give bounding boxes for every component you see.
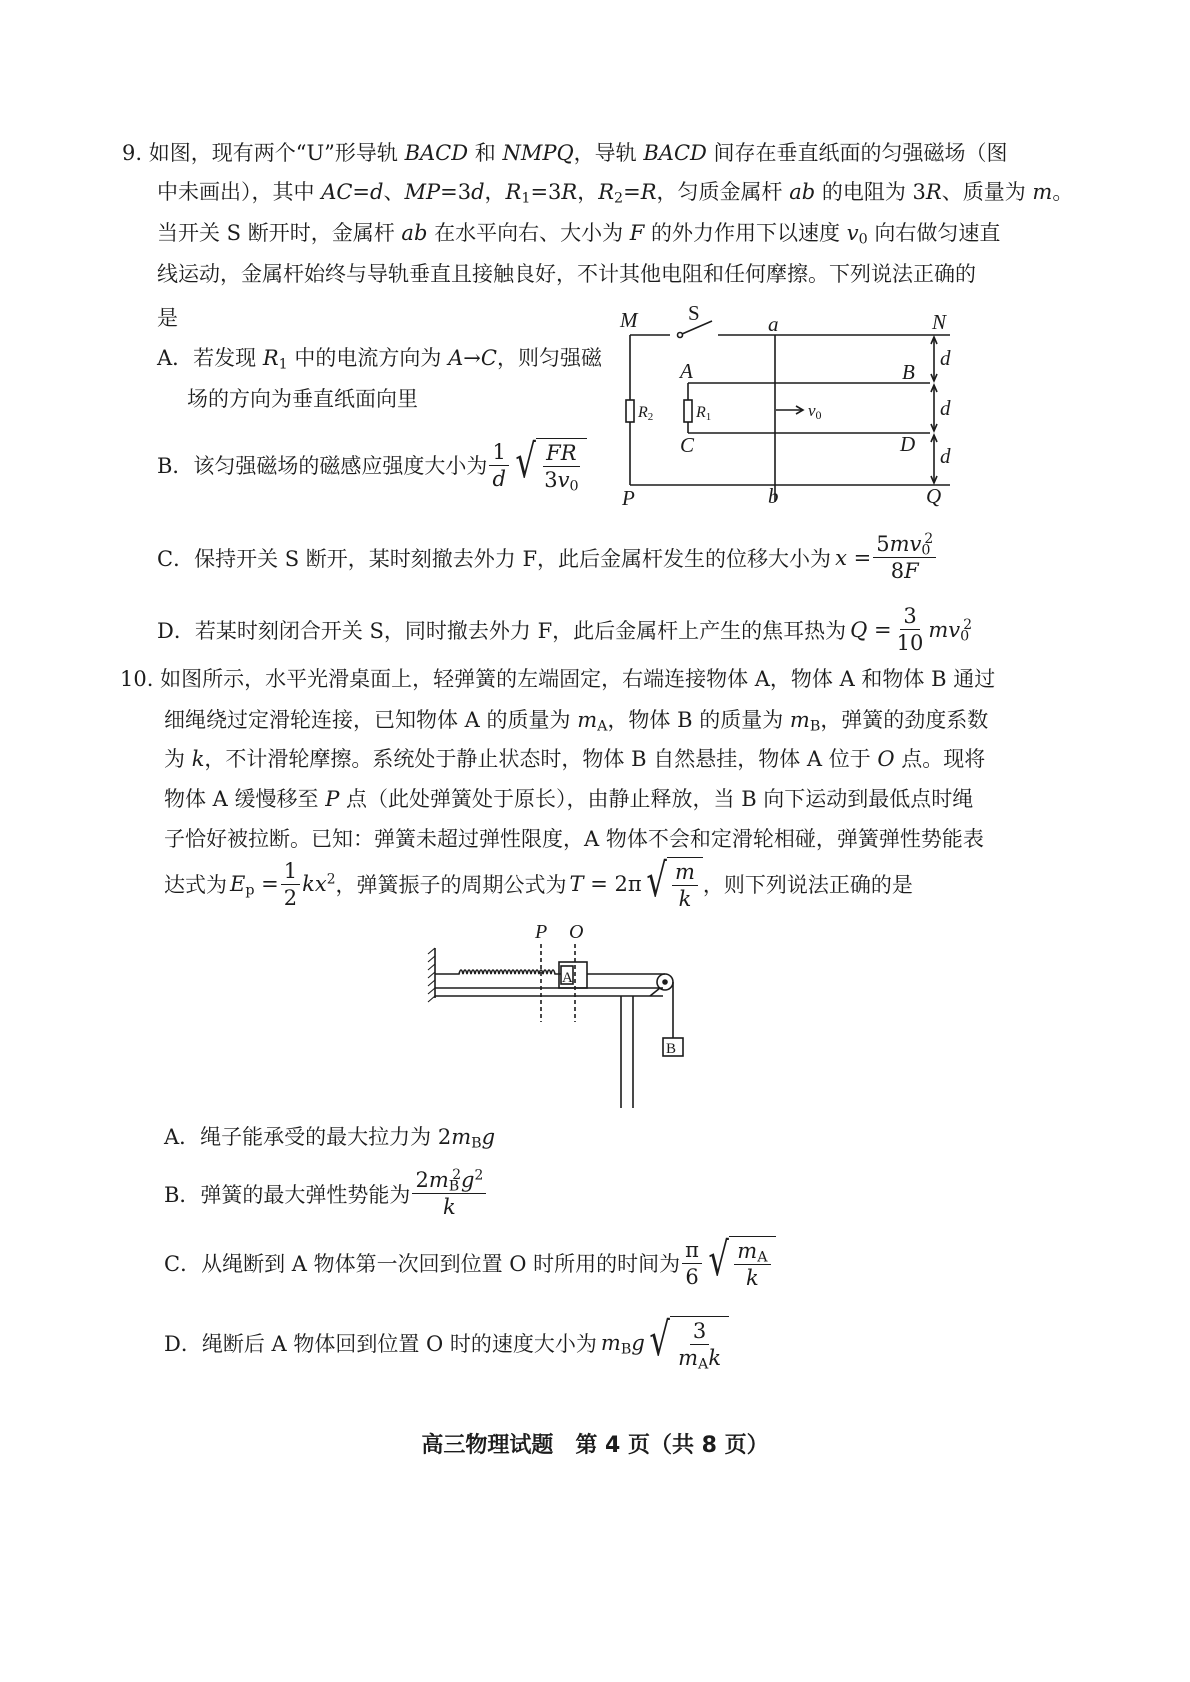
q10-spring-pulley-diagram: [425, 918, 695, 1110]
q9-option-b-fraction: $\frac{1}{d}$: [489, 440, 508, 491]
label-d-3: d: [940, 444, 951, 468]
q9-option-b-root: √ $\frac{FR}{3v_0}$: [511, 438, 587, 492]
label-v0: v0: [808, 401, 822, 422]
label-R2: R2: [638, 404, 654, 423]
q9-option-d: D．若某时刻闭合开关 S，同时撤去外力 F，此后金属杆上产生的焦耳热为 Q = $\frac{3}{10}$ $mv_0^2$: [157, 604, 973, 656]
q10-option-c-label: C．从绳断到 A 物体第一次回到位置 O 时所用的时间为: [164, 1252, 681, 1277]
q10-option-a: A．绳子能承受的最大拉力为 $2m_Bg$: [164, 1125, 496, 1152]
q10-line-6-pre: 达式为: [164, 873, 227, 898]
label-a: a: [768, 312, 779, 336]
q10-option-c-root: √ $\frac{m_A}{k}$: [704, 1236, 776, 1290]
q9-line-4: 线运动，金属杆始终与导轨垂直且接触良好，不计其他电阻和任何摩擦。下列说法正确的: [157, 262, 976, 286]
q9-option-d-fraction: $\frac{3}{10}$: [896, 604, 924, 656]
q10-option-b-fraction: $\frac{2m_B^2g^2}{k}$: [412, 1168, 486, 1219]
label-N: N: [932, 310, 947, 334]
q9-circuit-diagram: [618, 305, 968, 510]
q10-option-c: [164, 1232, 776, 1291]
q10-line-3: 为 k，不计滑轮摩擦。系统处于静止状态时，物体 B 自然悬挂，物体 A 位于 O 点。现将: [164, 747, 986, 771]
q10-option-d-root: √ $\frac{3}{m_Ak}$: [645, 1316, 729, 1370]
label-block-A: A: [562, 970, 573, 986]
q10-line-5: 子恰好被拉断。已知：弹簧未超过弹性限度，A 物体不会和定滑轮相碰，弹簧弹性势能表: [164, 827, 984, 851]
q10-option-d-label: D．绳断后 A 物体回到位置 O 时的速度大小为: [164, 1332, 597, 1357]
q10-option-c-fraction: $\frac{\pi}{6}$: [682, 1238, 702, 1289]
q10-option-d: D．绳断后 A 物体回到位置 O 时的速度大小为 $m_Bg$ √ $\frac{3}{m_Ak}$: [164, 1316, 729, 1370]
label-d-2: d: [940, 396, 951, 420]
q9-option-a-line2: 场的方向为垂直纸面向里: [187, 387, 418, 411]
label-M: M: [620, 308, 638, 332]
q9-option-b: [157, 434, 587, 495]
q10-line-4: 物体 A 缓慢移至 P 点（此处弹簧处于原长），由静止释放，当 B 向下运动到最低点时绳: [164, 787, 974, 811]
q9-option-c: C．保持开关 S 断开，某时刻撤去外力 F，此后金属杆发生的位移大小为 x = $\frac{5mv_0^2}{8F}$: [157, 532, 938, 583]
q9-line-3: 当开关 S 断开时，金属杆 ab 在水平向右、大小为 F 的外力作用下以速度 $v_0$ 向右做匀速直: [157, 221, 1001, 248]
label-A: A: [680, 359, 693, 383]
q10-ep-fraction: $\frac{1}{2}$: [281, 859, 300, 910]
q9-option-c-fraction: $\frac{5mv_0^2}{8F}$: [873, 532, 936, 583]
q9-option-c-label: C．保持开关 S 断开，某时刻撤去外力 F，此后金属杆发生的位移大小为: [157, 546, 832, 571]
q9-option-d-label: D．若某时刻闭合开关 S，同时撤去外力 F，此后金属杆上产生的焦耳热为: [157, 618, 847, 643]
q9-line-1: 9. 如图，现有两个“U”形导轨 BACD 和 NMPQ，导轨 BACD 间存在垂直纸面的匀强磁场（图: [122, 141, 1008, 165]
label-D: D: [900, 432, 916, 456]
label-C: C: [680, 433, 695, 457]
q10-line-1: 10. 如图所示，水平光滑桌面上，轻弹簧的左端固定，右端连接物体 A，物体 A 和物体 B 通过: [120, 667, 996, 691]
label-d-1: d: [940, 346, 951, 370]
q10-option-b-label: B．弹簧的最大弹性势能为: [164, 1182, 411, 1207]
label-P: P: [622, 486, 635, 510]
label-B: B: [902, 360, 915, 384]
label-P: P: [535, 921, 548, 943]
label-R1: R1: [696, 404, 712, 423]
q10-option-b: [164, 1168, 488, 1219]
q9-option-a-line1: A．若发现 $R_1$ 中的电流方向为 A→C，则匀强磁: [157, 346, 602, 373]
q10-line-6-post: ，则下列说法正确的是: [702, 873, 913, 898]
page-footer: 高三物理试题 第 4 页（共 8 页）: [421, 1433, 769, 1458]
label-Q: Q: [926, 484, 942, 508]
q10-line-6: 达式为 $E_p$ = $\frac{1}{2}$ $kx^2$ ，弹簧振子的周期公式为 T = 2π √ $\frac{m}{k}$ ，则下列说法正确的是: [164, 853, 913, 912]
q9-option-b-label: B．该匀强磁场的磁感应强度大小为: [157, 454, 488, 479]
q10-line-6-mid: ，弹簧振子的周期公式为: [335, 873, 567, 898]
label-S: S: [688, 305, 700, 325]
label-O: O: [569, 921, 584, 943]
label-block-B: B: [666, 1041, 677, 1057]
q9-line-5: 是: [157, 306, 178, 330]
q10-line-2: 细绳绕过定滑轮连接，已知物体 A 的质量为 $m_A$，物体 B 的质量为 $m_B$，弹簧的劲度系数: [164, 708, 989, 735]
q10-period-root: √ $\frac{m}{k}$: [642, 857, 703, 911]
label-b: b: [768, 484, 779, 508]
q9-line-2: 中未画出），其中 AC=d、MP=3d，$R_1=3R$，$R_2=R$，匀质金属杆 ab 的电阻为 3R、质量为 m。: [157, 180, 1074, 207]
